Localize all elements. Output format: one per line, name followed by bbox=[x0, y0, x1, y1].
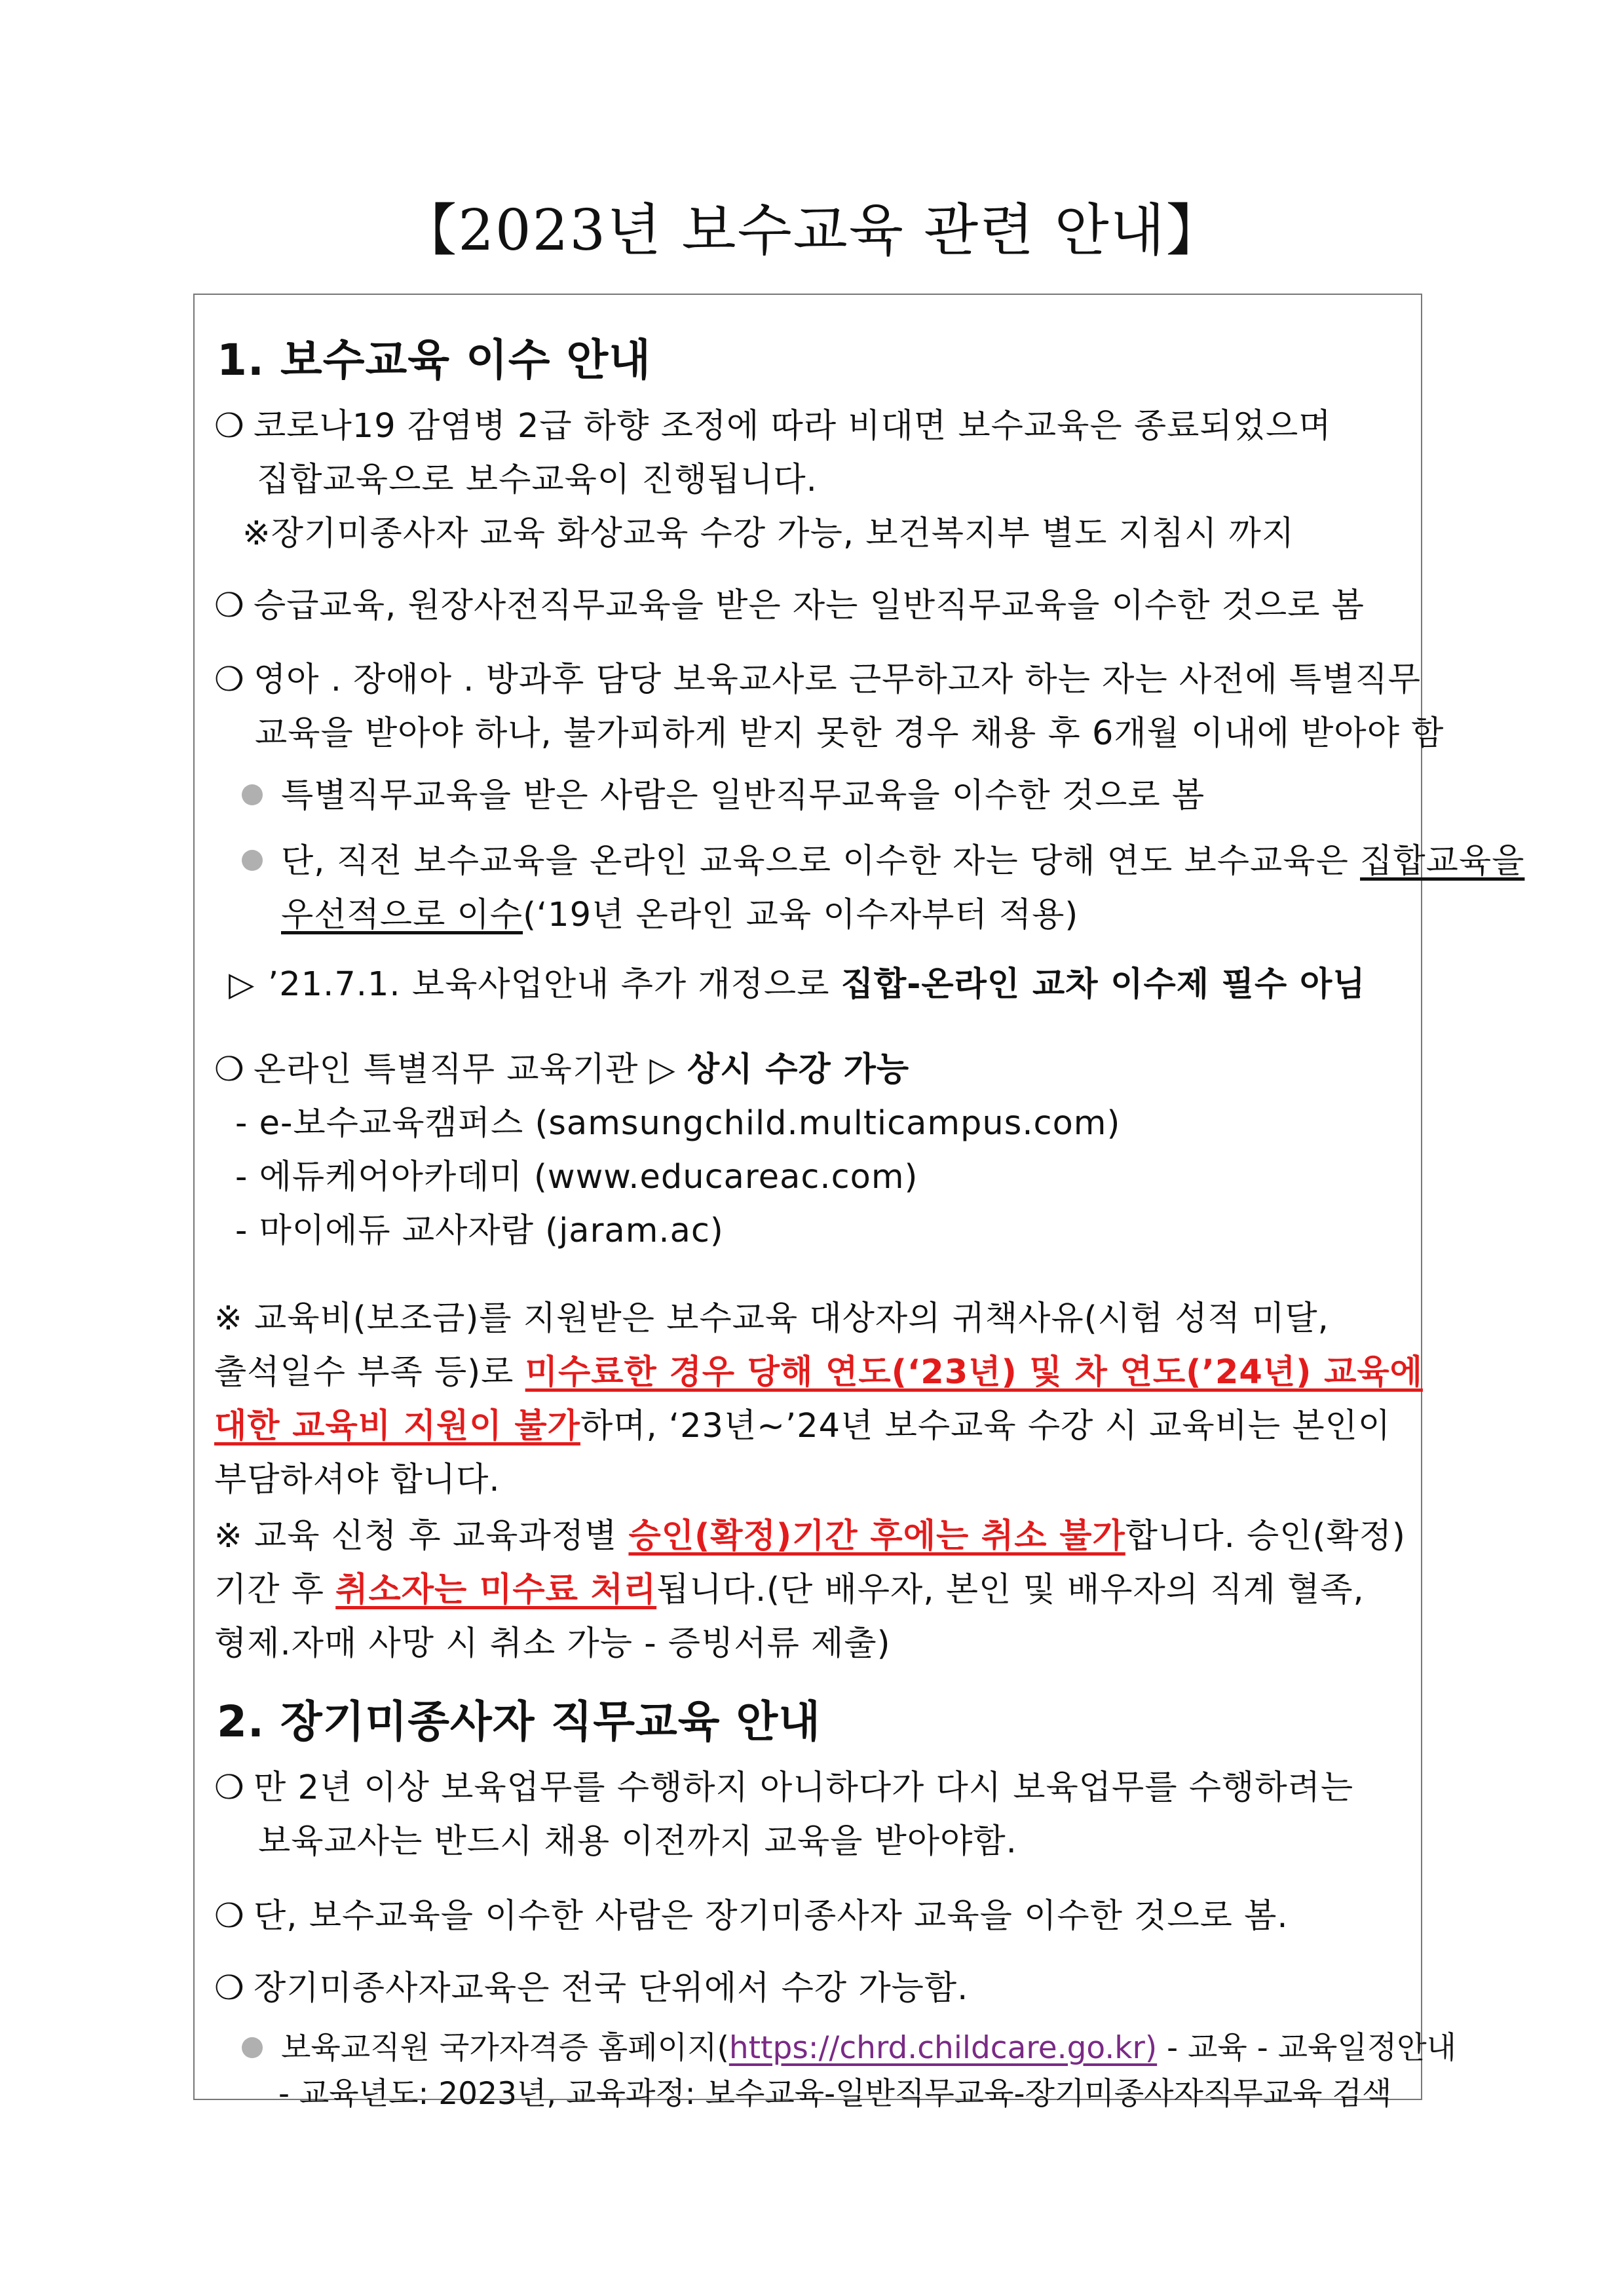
section1-heading: 1. 보수교육 이수 안내 bbox=[217, 335, 651, 385]
list-item-continuation: 교육을 받아야 하나, 불가피하게 받지 못한 경우 채용 후 6개월 이내에 받아야 함 bbox=[255, 714, 1445, 753]
notice-text: 대한 교육비 지원이 불가하며, ‘23년~’24년 보수교육 수강 시 교육비는 본인이 bbox=[214, 1407, 1391, 1445]
circle-bullet-icon: ❍ bbox=[214, 586, 245, 625]
list-item: ❍ 만 2년 이상 보육업무를 수행하지 아니하다가 다시 보육업무를 수행하려는 bbox=[214, 1769, 1354, 1807]
list-item-continuation: 보육교사는 반드시 채용 이전까지 교육을 받아야함. bbox=[258, 1822, 1017, 1861]
arrow-note: ▷ ’21.7.1. 보육사업안내 추가 개정으로 집합-온라인 교차 이수제 필수 아님 bbox=[229, 965, 1366, 1004]
gray-dot-icon bbox=[242, 2037, 263, 2058]
notice-text: ※ 교육비(보조금)를 지원받은 보수교육 대상자의 귀책사유(시험 성적 미달, bbox=[214, 1299, 1329, 1338]
list-item: - 마이에듀 교사자람 (jaram.ac) bbox=[235, 1212, 724, 1250]
section2-heading: 2. 장기미종사자 직무교육 안내 bbox=[217, 1696, 821, 1747]
notice-box bbox=[193, 294, 1525, 2112]
notice-text: 형제.자매 사망 시 취소 가능 - 증빙서류 제출) bbox=[214, 1624, 891, 1663]
notice-text: 출석일수 부족 등)로 미수료한 경우 당해 연도(‘23년) 및 차 연도(’24년) 교육에 bbox=[214, 1353, 1423, 1392]
childcare-link[interactable]: https://chrd.childcare.go.kr) bbox=[728, 2030, 1158, 2066]
list-item: ❍ 승급교육, 원장사전직무교육을 받은 자는 일반직무교육을 이수한 것으로 봄 bbox=[214, 586, 1365, 625]
list-item-continuation: 집합교육으로 보수교육이 진행됩니다. bbox=[257, 461, 818, 499]
page-title: 【2023년 보수교육 관련 안내】 bbox=[400, 198, 1224, 263]
circle-bullet-icon: ❍ bbox=[214, 1050, 245, 1089]
notice-text: 기간 후 취소자는 미수료 처리됩니다.(단 배우자, 본인 및 배우자의 직계 혈족, bbox=[214, 1571, 1365, 1609]
sub-item: 보육교직원 국가자격증 홈페이지(https://chrd.childcare.go.kr) - 교육 - 교육일정안내 bbox=[242, 2023, 1456, 2067]
notice-text: ※ 교육 신청 후 교육과정별 승인(확정)기간 후에는 취소 불가합니다. 승인(확정) bbox=[214, 1517, 1406, 1556]
circle-bullet-icon: ❍ bbox=[214, 1897, 245, 1936]
notice-text: 부담하셔야 합니다. bbox=[214, 1461, 500, 1499]
list-item: ❍ 장기미종사자교육은 전국 단위에서 수강 가능함. bbox=[214, 1969, 969, 2008]
list-item: ❍ 단, 보수교육을 이수한 사람은 장기미종사자 교육을 이수한 것으로 봄. bbox=[214, 1897, 1289, 1936]
note-text: ※장기미종사자 교육 화상교육 수강 가능, 보건복지부 별도 지침시 까지 bbox=[242, 514, 1295, 553]
sub-item-continuation: 우선적으로 이수(‘19년 온라인 교육 이수자부터 적용) bbox=[281, 896, 1079, 934]
circle-bullet-icon: ❍ bbox=[214, 660, 245, 699]
gray-dot-icon bbox=[242, 850, 263, 871]
list-item: - 에듀케어아카데미 (www.educareac.com) bbox=[235, 1158, 918, 1196]
gray-dot-icon bbox=[242, 784, 263, 805]
sub-item: 특별직무교육을 받은 사람은 일반직무교육을 이수한 것으로 봄 bbox=[242, 768, 1205, 816]
circle-bullet-icon: ❍ bbox=[214, 1969, 245, 2008]
list-item: - e-보수교육캠퍼스 (samsungchild.multicampus.com) bbox=[235, 1104, 1121, 1143]
circle-bullet-icon: ❍ bbox=[214, 1769, 245, 1807]
sub-item-continuation: - 교육년도: 2023년, 교육과정: 보수교육-일반직무교육-장기미종사자직무교육 검색 bbox=[278, 2076, 1392, 2112]
sub-item: 단, 직전 보수교육을 온라인 교육으로 이수한 자는 당해 연도 보수교육은 집합교육을 bbox=[242, 833, 1524, 882]
circle-bullet-icon: ❍ bbox=[214, 407, 245, 446]
triangle-right-icon: ▷ bbox=[229, 965, 255, 1004]
list-item: ❍ 코로나19 감염병 2급 하향 조정에 따라 비대면 보수교육은 종료되었으며 bbox=[214, 407, 1332, 446]
list-item: ❍ 온라인 특별직무 교육기관 ▷ 상시 수강 가능 bbox=[214, 1050, 910, 1089]
list-item: ❍ 영아 . 장애아 . 방과후 담당 보육교사로 근무하고자 하는 자는 사전에 특별직무 bbox=[214, 660, 1421, 699]
